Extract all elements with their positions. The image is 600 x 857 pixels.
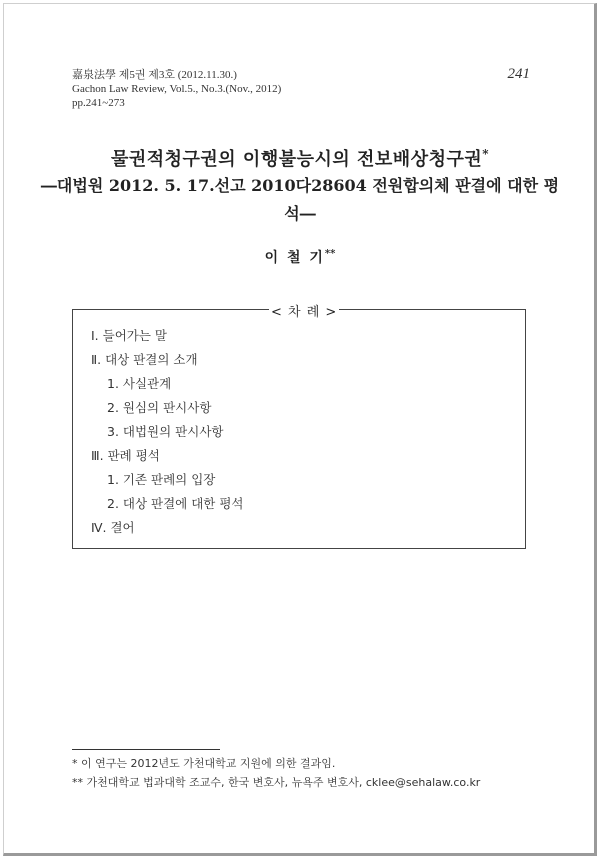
paper-title-text: 물권적청구권의 이행불능시의 전보배상청구권 — [110, 149, 483, 170]
journal-header-pages: pp.241~273 — [72, 97, 125, 109]
toc-list — [91, 324, 244, 540]
toc-item: 1. 사실관계 — [107, 376, 172, 391]
footnote-2: ** 가천대학교 법과대학 조교수, 한국 변호사, 뉴욕주 변호사, cklee@sehalaw.co.kr — [72, 776, 481, 789]
toc-heading: < 차 례 > — [269, 301, 339, 320]
journal-header-english: Gachon Law Review, Vol.5., No.3.(Nov., 2012) — [72, 83, 282, 95]
toc-item: 3. 대법원의 판시사항 — [107, 424, 224, 439]
toc-item: Ⅰ. 들어가는 말 — [91, 328, 167, 343]
author — [0, 247, 600, 267]
journal-header-korean: 嘉泉法學 제5권 제3호 (2012.11.30.) — [72, 69, 237, 81]
paper-subtitle: ―대법원 2012. 5. 17.선고 2010다28604 전원합의체 판결에 대한 평석― — [40, 176, 560, 223]
page-number: 241 — [507, 66, 530, 82]
footnote-1: * 이 연구는 2012년도 가천대학교 지원에 의한 결과임. — [72, 757, 336, 770]
toc-item: Ⅱ. 대상 판결의 소개 — [91, 352, 198, 367]
title-footnote-mark: * — [482, 147, 490, 161]
toc-item: 2. 원심의 판시사항 — [107, 400, 212, 415]
toc-item: Ⅳ. 결어 — [91, 520, 135, 535]
toc-item: 2. 대상 판결에 대한 평석 — [107, 496, 244, 511]
toc-item: Ⅲ. 판례 평석 — [91, 448, 160, 463]
footnote-divider — [72, 749, 220, 750]
paper-title — [0, 145, 600, 171]
toc-item: 1. 기존 판례의 입장 — [107, 472, 216, 487]
journal-header — [72, 68, 281, 110]
table-of-contents — [72, 305, 526, 549]
author-footnote-mark: ** — [324, 248, 336, 260]
author-name: 이 철 기 — [264, 250, 325, 266]
